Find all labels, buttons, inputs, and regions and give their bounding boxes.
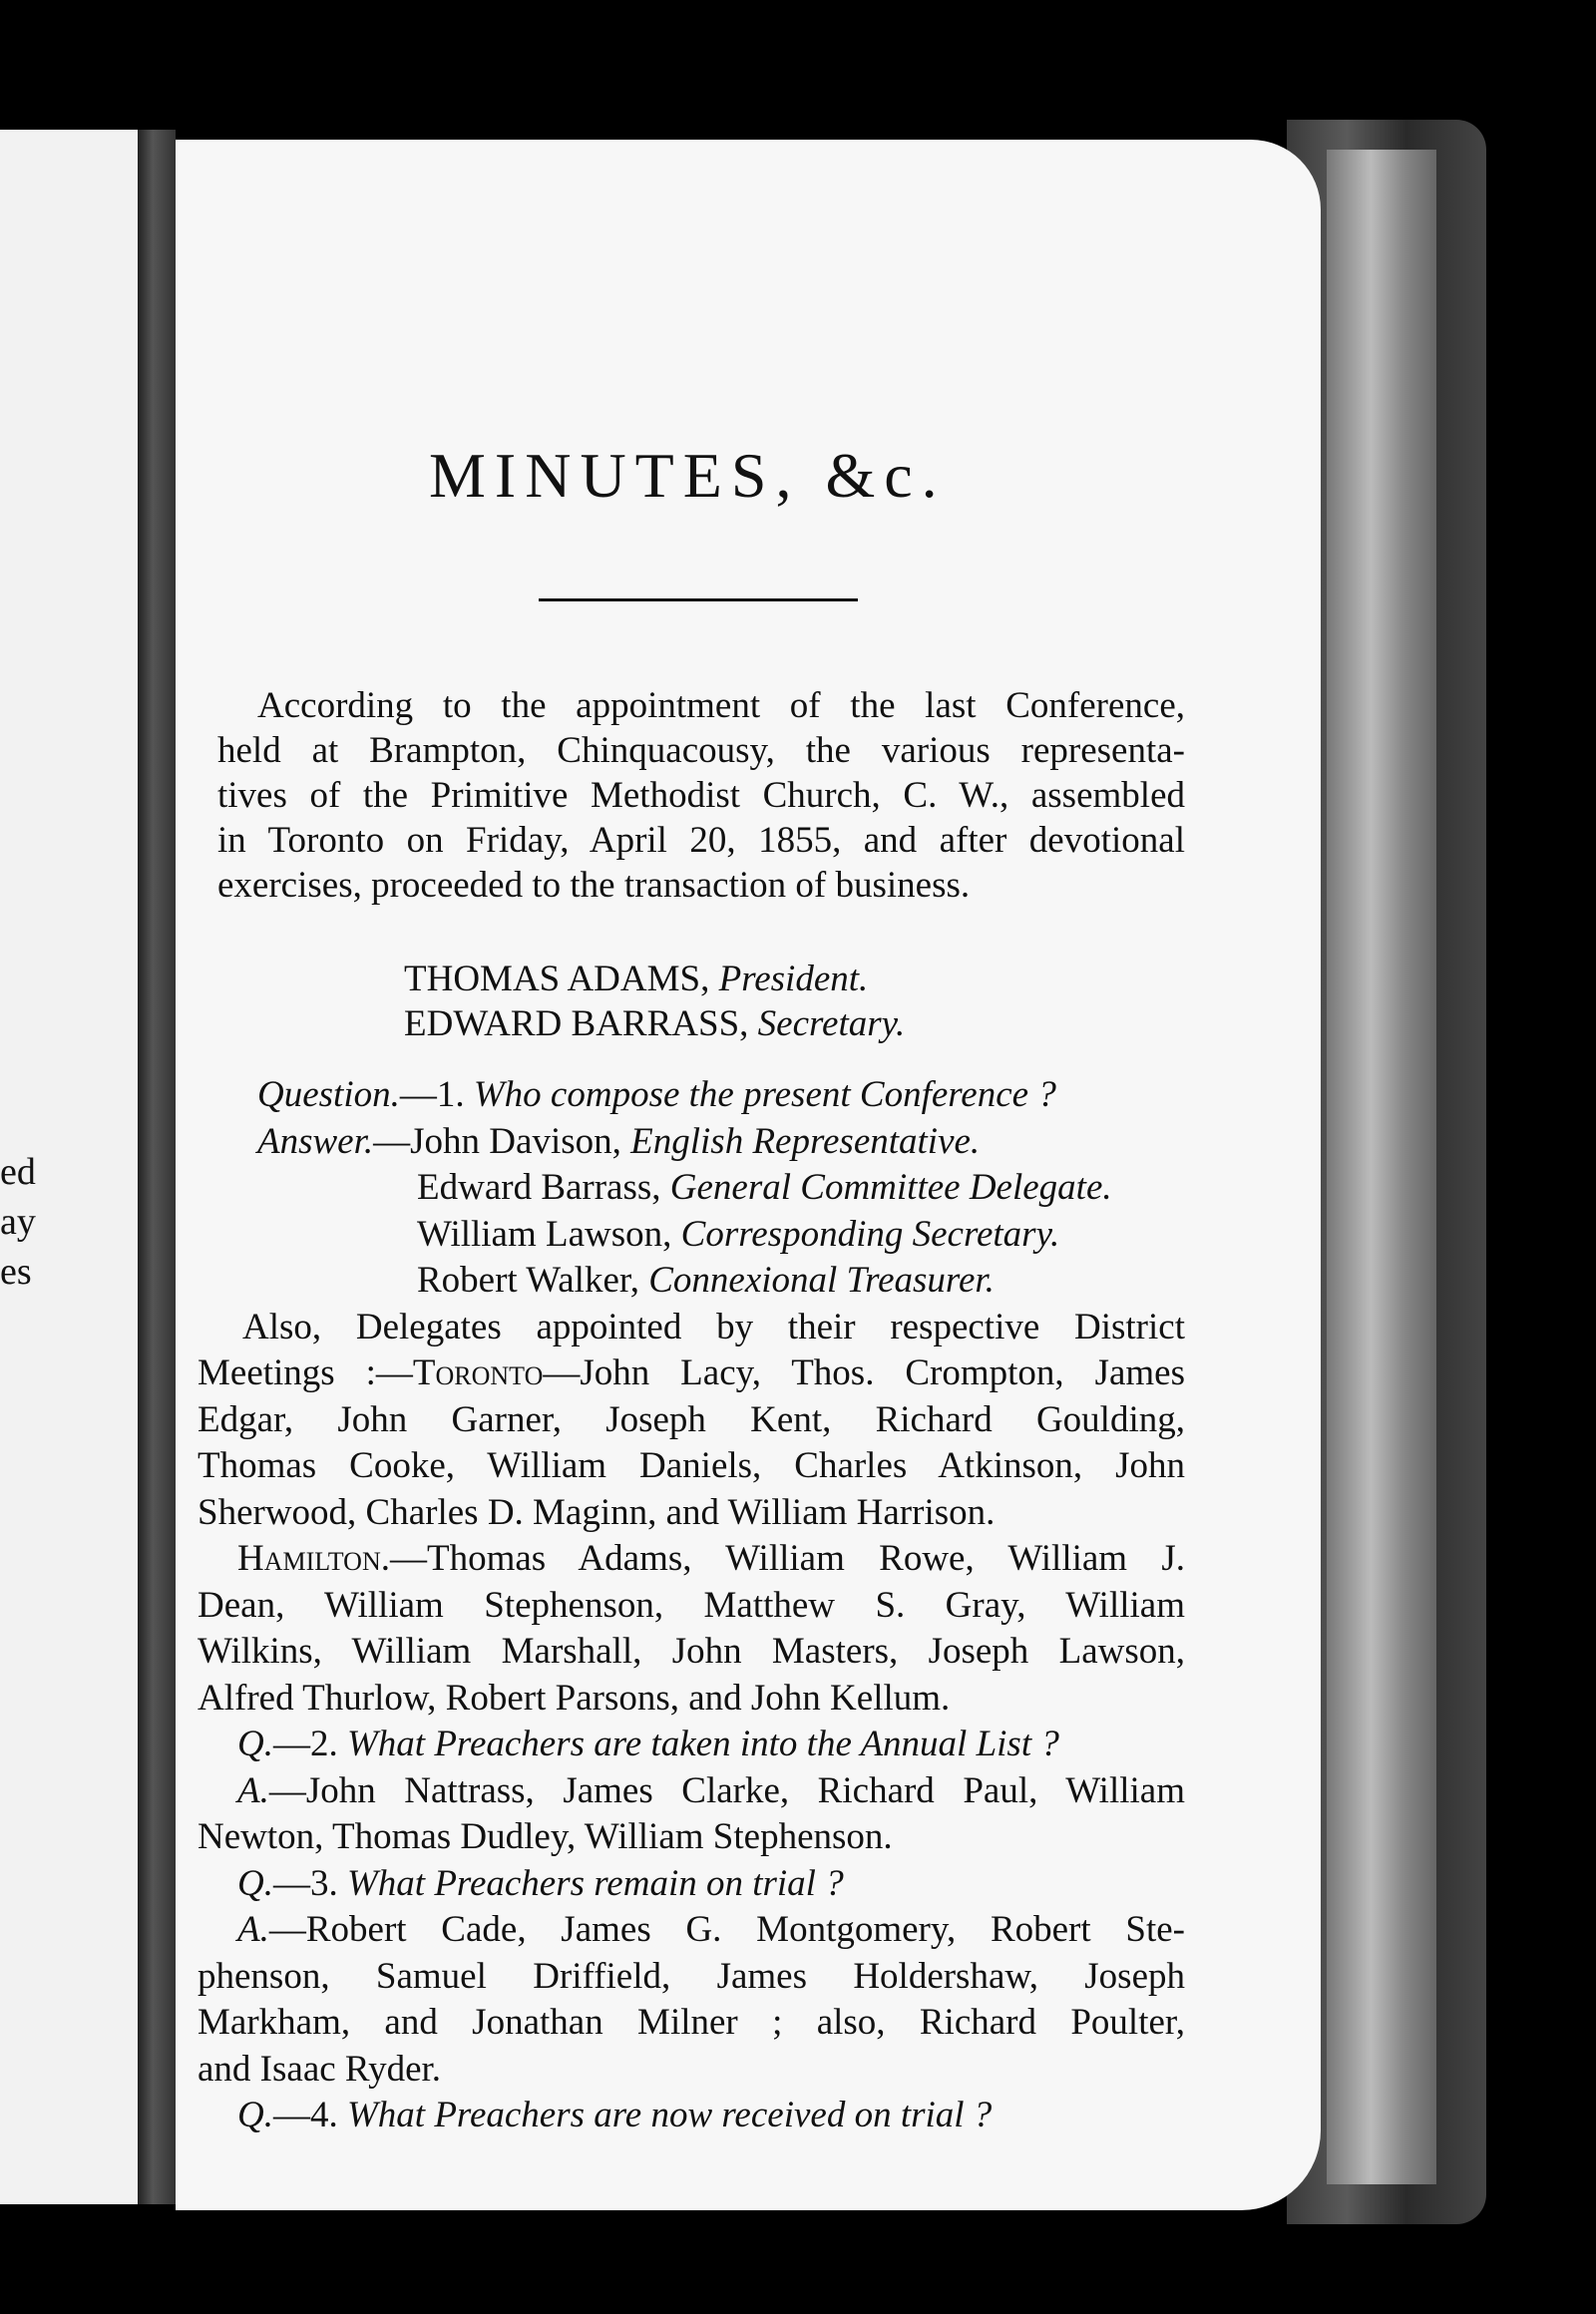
answer-name: Edward Barrass,	[417, 1167, 661, 1208]
question-text: Who compose the present Conference ?	[473, 1074, 1056, 1115]
answer-role: English Representative.	[630, 1120, 981, 1162]
left-page-text-fragments	[0, 1147, 36, 1297]
answer-label: A.	[237, 1909, 269, 1950]
question-number: —2.	[272, 1724, 338, 1764]
question-text: What Preachers remain on trial ?	[346, 1862, 844, 1904]
officer-president	[404, 958, 868, 1000]
answer-text: —John Nattrass, James Clarke, Richard Paul, William	[268, 1769, 1185, 1811]
delegates-toronto-line	[198, 1350, 1185, 1397]
question-label: Q.	[237, 1862, 273, 1904]
question-number: —4.	[272, 2095, 338, 2135]
question-3	[198, 1861, 1185, 1908]
delegates-line: Thomas Cooke, William Daniels, Charles Atkinson, John	[198, 1445, 1185, 1486]
answer-role: General Committee Delegate.	[669, 1167, 1112, 1208]
officer-name: EDWARD BARRASS,	[404, 1003, 749, 1044]
answer-2	[198, 1768, 1185, 1815]
officer-role: Secretary.	[757, 1003, 906, 1044]
answer-2-line: Newton, Thomas Dudley, William Stephenson.	[198, 1816, 893, 1857]
answer-label: Answer.	[257, 1120, 374, 1162]
title-rule	[539, 598, 858, 601]
delegates-line: Edgar, John Garner, Joseph Kent, Richard Goulding,	[198, 1398, 1185, 1440]
question-label: Q.	[237, 1724, 273, 1764]
intro-line: tives of the Primitive Methodist Church, C. W., assembled	[217, 775, 1185, 816]
question-number: —1.	[399, 1074, 465, 1115]
answer-1-line	[198, 1258, 1185, 1305]
answer-1-line	[198, 1165, 1185, 1212]
book-gutter	[138, 130, 176, 2204]
answer-3-line: and Isaac Ryder.	[198, 2048, 442, 2090]
question-1	[198, 1072, 1185, 1119]
delegates-line: Dean, William Stephenson, Matthew S. Gray, William	[198, 1584, 1185, 1626]
left-fragment: ed	[0, 1151, 36, 1193]
question-label: Q.	[237, 2095, 273, 2135]
answer-role: Connexional Treasurer.	[648, 1260, 995, 1301]
intro-line: in Toronto on Friday, April 20, 1855, and after devotional	[217, 820, 1185, 861]
answer-1-line	[198, 1212, 1185, 1259]
answer-text: —Robert Cade, James G. Montgomery, Robert Ste-	[268, 1909, 1185, 1950]
page-title: MINUTES, &c.	[429, 440, 947, 511]
answer-name: —John Davison,	[373, 1120, 621, 1162]
intro-paragraph	[217, 683, 1185, 908]
text-fragment: —Thomas Adams, William Rowe, William J.	[389, 1538, 1185, 1579]
page-stack-edge	[1327, 150, 1436, 2184]
district-label: Hamilton.	[237, 1538, 390, 1579]
question-text: What Preachers are now received on trial ?	[346, 2095, 993, 2135]
question-4	[198, 2093, 1185, 2139]
intro-line: According to the appointment of the last Conference,	[257, 685, 1185, 726]
minutes-body	[198, 1072, 1185, 2139]
officer-name: THOMAS ADAMS,	[404, 959, 710, 999]
answer-name: William Lawson,	[417, 1213, 672, 1255]
intro-line: exercises, proceeded to the transaction of business.	[217, 865, 971, 906]
left-fragment: es	[0, 1251, 32, 1293]
intro-line: held at Brampton, Chinquacousy, the various representa-	[217, 730, 1185, 771]
answer-1	[198, 1119, 1185, 1166]
delegates-line: Also, Delegates appointed by their respective District	[242, 1306, 1185, 1348]
delegates-hamilton-line	[198, 1536, 1185, 1583]
left-fragment: ay	[0, 1201, 36, 1243]
question-2	[198, 1722, 1185, 1768]
text-fragment: —John Lacy, Thos. Crompton, James	[543, 1352, 1185, 1393]
question-text: What Preachers are taken into the Annual List ?	[346, 1724, 1059, 1764]
text-fragment: Meetings :—	[198, 1352, 413, 1393]
delegates-line: Wilkins, William Marshall, John Masters, Joseph Lawson,	[198, 1631, 1185, 1672]
answer-3	[198, 1907, 1185, 1954]
question-number: —3.	[272, 1862, 338, 1904]
answer-role: Corresponding Secretary.	[680, 1213, 1060, 1255]
officer-role: President.	[718, 959, 869, 999]
district-label: Toronto	[412, 1352, 544, 1393]
answer-name: Robert Walker,	[417, 1260, 639, 1301]
answer-3-line: Markham, and Jonathan Milner ; also, Richard Poulter,	[198, 2002, 1185, 2043]
officer-secretary	[404, 1002, 905, 1045]
answer-3-line: phenson, Samuel Driffield, James Holdershaw, Joseph	[198, 1955, 1185, 1997]
delegates-line: Sherwood, Charles D. Maginn, and William Harrison.	[198, 1491, 996, 1533]
delegates-line: Alfred Thurlow, Robert Parsons, and John Kellum.	[198, 1677, 951, 1719]
answer-label: A.	[237, 1769, 269, 1811]
question-label: Question.	[257, 1074, 400, 1115]
